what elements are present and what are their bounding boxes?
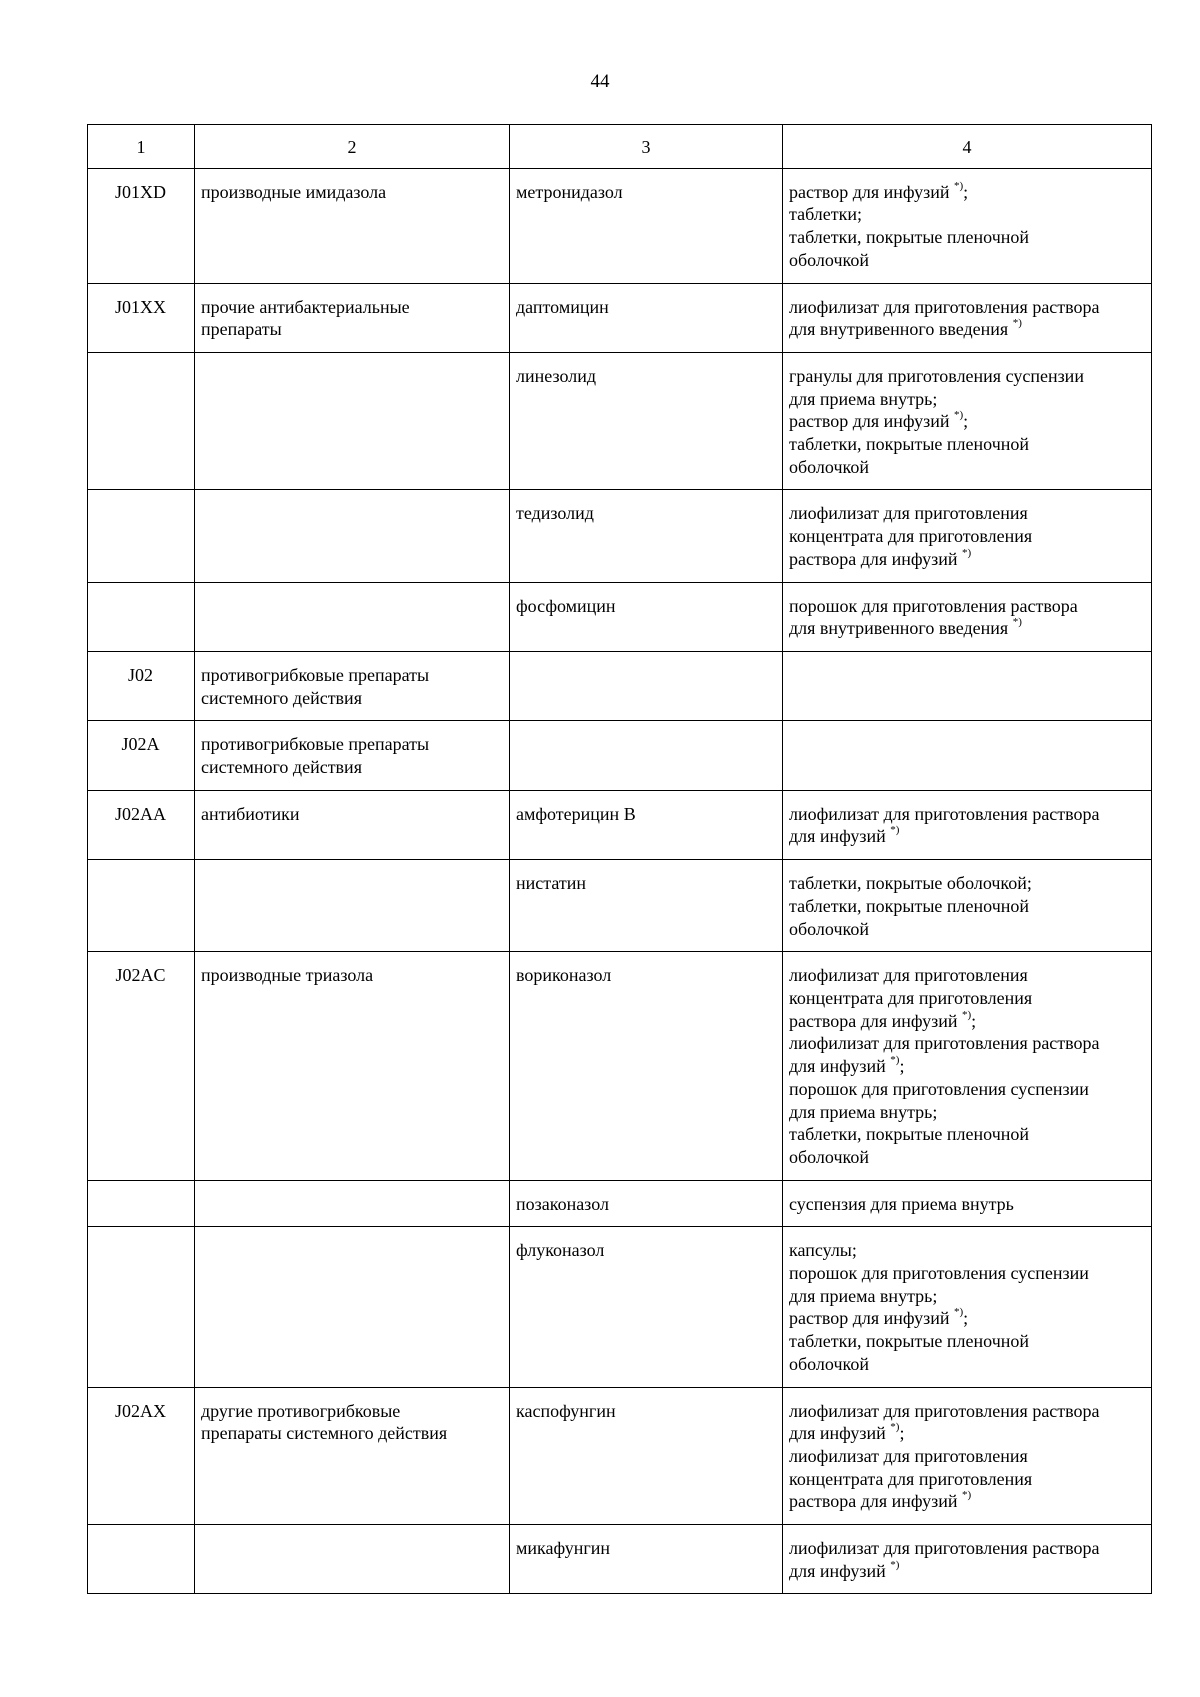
dosage-form-text: для приема внутрь; xyxy=(789,1101,938,1122)
dosage-form-text: оболочкой xyxy=(789,456,869,477)
dosage-form-text: для внутривенного введения xyxy=(789,618,1009,639)
dosage-form-line xyxy=(789,1239,1144,1262)
dosage-form-text: лиофилизат для приготовления раствора xyxy=(789,803,1100,824)
footnote-mark: *) xyxy=(890,1054,900,1067)
table-row xyxy=(88,1525,1152,1594)
dosage-form-text: гранулы для приготовления суспензии xyxy=(789,365,1084,386)
drug-name-cell: каспофунгин xyxy=(510,1387,783,1525)
dosage-forms-cell xyxy=(783,1387,1152,1525)
dosage-forms-cell xyxy=(783,721,1152,790)
dosage-form-text: таблетки, покрытые пленочной xyxy=(789,1124,1030,1145)
dosage-form-text: порошок для приготовления раствора xyxy=(789,595,1078,616)
dosage-form-line xyxy=(789,895,1144,918)
dosage-form-text: таблетки, покрытые оболочкой; xyxy=(789,873,1032,894)
dosage-form-line xyxy=(789,525,1144,548)
pharmacological-group-cell xyxy=(195,352,510,490)
dosage-form-line xyxy=(789,1123,1144,1146)
group-text-line: другие противогрибковые xyxy=(201,1400,401,1421)
dosage-form-line xyxy=(789,1422,1144,1445)
table-row xyxy=(88,790,1152,859)
dosage-forms-cell xyxy=(783,790,1152,859)
dosage-form-text: раствор для инфузий xyxy=(789,411,950,432)
dosage-form-line xyxy=(789,1055,1144,1078)
footnote-mark: *) xyxy=(890,1558,900,1571)
dosage-form-line xyxy=(789,1146,1144,1169)
dosage-form-line xyxy=(789,964,1144,987)
atc-code-cell: J02 xyxy=(88,651,195,720)
dosage-forms-cell xyxy=(783,490,1152,582)
pharmacological-group-cell xyxy=(195,283,510,352)
pharmacological-group-cell xyxy=(195,1525,510,1594)
dosage-form-text: оболочкой xyxy=(789,249,869,270)
group-text-line: противогрибковые препараты xyxy=(201,734,430,755)
dosage-form-text: оболочкой xyxy=(789,918,869,939)
dosage-form-text: для инфузий xyxy=(789,1423,886,1444)
footnote-mark: *) xyxy=(962,1008,972,1021)
drug-name-cell: нистатин xyxy=(510,860,783,952)
dosage-forms-cell xyxy=(783,283,1152,352)
pharmacological-group-cell xyxy=(195,651,510,720)
dosage-form-text: лиофилизат для приготовления xyxy=(789,965,1028,986)
atc-code-cell: J02A xyxy=(88,721,195,790)
dosage-form-text: раствор для инфузий xyxy=(789,1308,950,1329)
table-row xyxy=(88,721,1152,790)
dosage-form-line xyxy=(789,203,1144,226)
dosage-form-line xyxy=(789,1307,1144,1330)
dosage-form-line xyxy=(789,1010,1144,1033)
dosage-form-line xyxy=(789,1285,1144,1308)
table-row xyxy=(88,1180,1152,1227)
dosage-form-text: раствора для инфузий xyxy=(789,548,958,569)
dosage-form-line xyxy=(789,1560,1144,1583)
punctuation: ; xyxy=(963,1308,969,1329)
dosage-form-text: концентрата для приготовления xyxy=(789,987,1033,1008)
table-row xyxy=(88,860,1152,952)
atc-code-cell xyxy=(88,1180,195,1227)
footnote-mark: *) xyxy=(1012,317,1022,330)
drug-name-cell: вориконазол xyxy=(510,952,783,1180)
dosage-form-text: таблетки, покрытые пленочной xyxy=(789,895,1030,916)
atc-code-cell xyxy=(88,1525,195,1594)
dosage-form-text: для инфузий xyxy=(789,826,886,847)
dosage-form-text: раствор для инфузий xyxy=(789,181,950,202)
atc-code-cell: J01XD xyxy=(88,168,195,283)
dosage-form-text: для приема внутрь; xyxy=(789,1285,938,1306)
pharmacological-group-cell xyxy=(195,582,510,651)
atc-code-cell xyxy=(88,352,195,490)
drug-name-cell: тедизолид xyxy=(510,490,783,582)
dosage-forms-cell xyxy=(783,651,1152,720)
table-row xyxy=(88,490,1152,582)
atc-code-cell: J02AX xyxy=(88,1387,195,1525)
dosage-form-text: порошок для приготовления суспензии xyxy=(789,1263,1089,1284)
footnote-mark: *) xyxy=(890,1421,900,1434)
dosage-forms-cell xyxy=(783,1525,1152,1594)
dosage-form-text: таблетки, покрытые пленочной xyxy=(789,1331,1030,1352)
dosage-form-line xyxy=(789,617,1144,640)
drug-name-cell: метронидазол xyxy=(510,168,783,283)
table-row xyxy=(88,1227,1152,1387)
dosage-forms-cell xyxy=(783,1227,1152,1387)
dosage-form-line xyxy=(789,1330,1144,1353)
group-text-line: противогрибковые препараты xyxy=(201,664,430,685)
dosage-form-line xyxy=(789,1490,1144,1513)
dosage-form-line xyxy=(789,318,1144,341)
dosage-form-line xyxy=(789,1262,1144,1285)
dosage-form-line xyxy=(789,433,1144,456)
atc-code-cell: J01XX xyxy=(88,283,195,352)
table-body xyxy=(88,168,1152,1594)
dosage-form-line xyxy=(789,1468,1144,1491)
dosage-form-text: лиофилизат для приготовления раствора xyxy=(789,296,1100,317)
dosage-forms-cell xyxy=(783,582,1152,651)
drug-name-cell xyxy=(510,651,783,720)
dosage-form-line xyxy=(789,918,1144,941)
punctuation: ; xyxy=(963,411,969,432)
pharmacological-group-cell xyxy=(195,721,510,790)
table-row xyxy=(88,582,1152,651)
dosage-form-text: лиофилизат для приготовления xyxy=(789,1445,1028,1466)
dosage-form-line xyxy=(789,296,1144,319)
drug-name-cell: микафунгин xyxy=(510,1525,783,1594)
dosage-form-line xyxy=(789,181,1144,204)
dosage-form-text: раствора для инфузий xyxy=(789,1491,958,1512)
dosage-forms-cell xyxy=(783,352,1152,490)
table-row xyxy=(88,283,1152,352)
group-text-line: системного действия xyxy=(201,757,362,778)
group-text-line: системного действия xyxy=(201,687,362,708)
dosage-form-text: лиофилизат для приготовления xyxy=(789,503,1028,524)
dosage-form-line xyxy=(789,825,1144,848)
dosage-form-line xyxy=(789,872,1144,895)
pharmacological-group-cell xyxy=(195,1387,510,1525)
dosage-form-line xyxy=(789,1537,1144,1560)
dosage-form-line xyxy=(789,1353,1144,1376)
atc-code-cell xyxy=(88,490,195,582)
pharmacological-group-cell xyxy=(195,860,510,952)
column-header-1: 1 xyxy=(88,125,195,169)
dosage-form-text: раствора для инфузий xyxy=(789,1010,958,1031)
dosage-form-line xyxy=(789,1032,1144,1055)
dosage-form-text: для инфузий xyxy=(789,1560,886,1581)
footnote-mark: *) xyxy=(954,179,964,192)
dosage-form-text: концентрата для приготовления xyxy=(789,526,1033,547)
dosage-form-text: оболочкой xyxy=(789,1146,869,1167)
atc-code-cell xyxy=(88,1227,195,1387)
dosage-form-line xyxy=(789,1193,1144,1216)
table-row xyxy=(88,952,1152,1180)
dosage-form-text: лиофилизат для приготовления раствора xyxy=(789,1033,1100,1054)
dosage-forms-cell xyxy=(783,1180,1152,1227)
dosage-form-text: концентрата для приготовления xyxy=(789,1468,1033,1489)
column-header-2: 2 xyxy=(195,125,510,169)
dosage-form-text: для внутривенного введения xyxy=(789,319,1009,340)
dosage-form-text: таблетки, покрытые пленочной xyxy=(789,227,1030,248)
drug-name-cell xyxy=(510,721,783,790)
dosage-form-line xyxy=(789,502,1144,525)
dosage-form-line xyxy=(789,595,1144,618)
drug-name-cell: флуконазол xyxy=(510,1227,783,1387)
atc-code-cell xyxy=(88,860,195,952)
table-row xyxy=(88,1387,1152,1525)
table-row xyxy=(88,168,1152,283)
drug-name-cell: позаконазол xyxy=(510,1180,783,1227)
dosage-form-line xyxy=(789,456,1144,479)
footnote-mark: *) xyxy=(954,1306,964,1319)
table-header-row xyxy=(88,125,1152,169)
group-text-line: производные триазола xyxy=(201,965,374,986)
dosage-form-line xyxy=(789,1445,1144,1468)
table-row xyxy=(88,352,1152,490)
drug-name-cell: линезолид xyxy=(510,352,783,490)
pharmacological-group-cell xyxy=(195,490,510,582)
column-header-3: 3 xyxy=(510,125,783,169)
dosage-form-text: капсулы; xyxy=(789,1240,857,1261)
punctuation: ; xyxy=(963,181,969,202)
column-header-4: 4 xyxy=(783,125,1152,169)
footnote-mark: *) xyxy=(890,824,900,837)
dosage-form-text: лиофилизат для приготовления раствора xyxy=(789,1538,1100,1559)
footnote-mark: *) xyxy=(962,1489,972,1502)
table-row xyxy=(88,651,1152,720)
dosage-form-line xyxy=(789,1078,1144,1101)
dosage-form-line xyxy=(789,410,1144,433)
dosage-form-line xyxy=(789,1400,1144,1423)
drug-name-cell: даптомицин xyxy=(510,283,783,352)
footnote-mark: *) xyxy=(962,546,972,559)
group-text-line: прочие антибактериальные xyxy=(201,296,410,317)
dosage-form-text: лиофилизат для приготовления раствора xyxy=(789,1400,1100,1421)
drug-table xyxy=(87,124,1152,1594)
page-number: 44 xyxy=(590,71,610,92)
dosage-form-text: суспензия для приема внутрь xyxy=(789,1193,1014,1214)
dosage-form-text: для приема внутрь; xyxy=(789,388,938,409)
punctuation: ; xyxy=(899,1423,905,1444)
dosage-forms-cell xyxy=(783,860,1152,952)
atc-code-cell: J02AA xyxy=(88,790,195,859)
dosage-forms-cell xyxy=(783,168,1152,283)
pharmacological-group-cell xyxy=(195,1180,510,1227)
dosage-form-line xyxy=(789,226,1144,249)
group-text-line: антибиотики xyxy=(201,803,300,824)
dosage-form-line xyxy=(789,987,1144,1010)
dosage-form-text: таблетки; xyxy=(789,204,863,225)
footnote-mark: *) xyxy=(1012,616,1022,629)
pharmacological-group-cell xyxy=(195,1227,510,1387)
dosage-form-text: таблетки, покрытые пленочной xyxy=(789,434,1030,455)
dosage-form-text: оболочкой xyxy=(789,1353,869,1374)
group-text-line: препараты системного действия xyxy=(201,1423,448,1444)
pharmacological-group-cell xyxy=(195,952,510,1180)
group-text-line: производные имидазола xyxy=(201,181,387,202)
punctuation: ; xyxy=(899,1056,905,1077)
footnote-mark: *) xyxy=(954,409,964,422)
drug-name-cell: амфотерицин B xyxy=(510,790,783,859)
group-text-line: препараты xyxy=(201,319,282,340)
dosage-form-line xyxy=(789,1101,1144,1124)
dosage-form-line xyxy=(789,803,1144,826)
dosage-form-text: порошок для приготовления суспензии xyxy=(789,1078,1089,1099)
pharmacological-group-cell xyxy=(195,790,510,859)
dosage-form-line xyxy=(789,548,1144,571)
punctuation: ; xyxy=(971,1010,977,1031)
dosage-forms-cell xyxy=(783,952,1152,1180)
drug-name-cell: фосфомицин xyxy=(510,582,783,651)
dosage-form-line xyxy=(789,388,1144,411)
dosage-form-line xyxy=(789,365,1144,388)
atc-code-cell: J02AC xyxy=(88,952,195,1180)
dosage-form-text: для инфузий xyxy=(789,1056,886,1077)
dosage-form-line xyxy=(789,249,1144,272)
pharmacological-group-cell xyxy=(195,168,510,283)
atc-code-cell xyxy=(88,582,195,651)
